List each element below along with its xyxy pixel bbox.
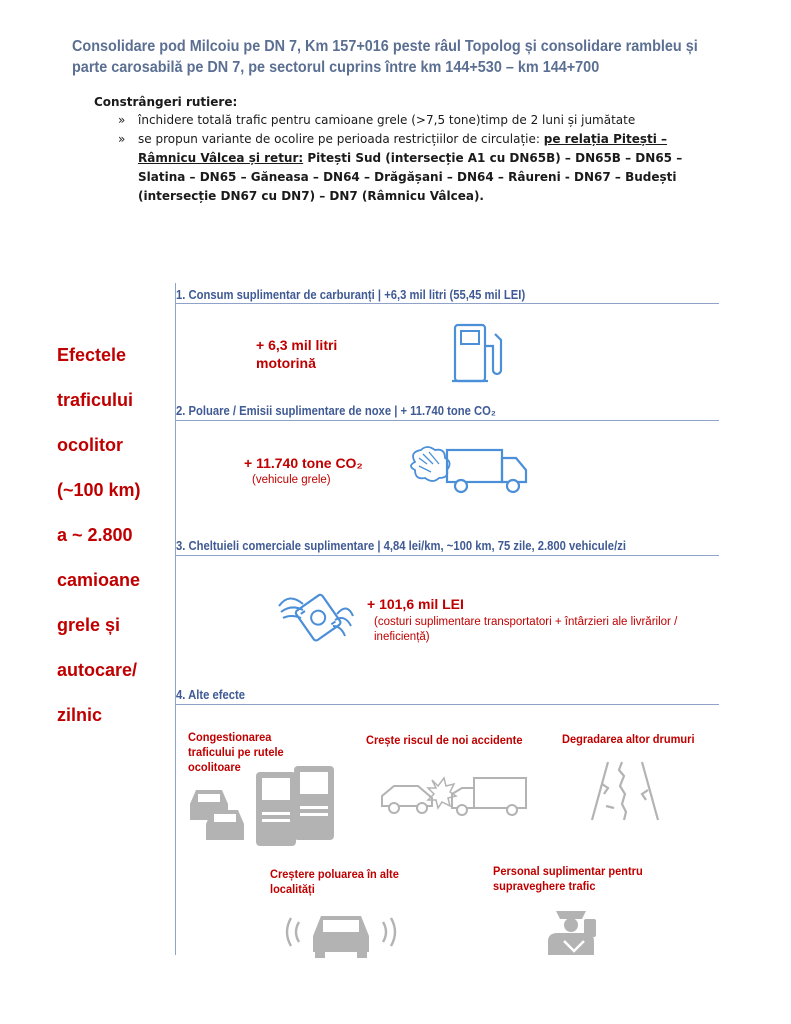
- side-label-line: autocare/: [57, 660, 138, 680]
- page-title: Consolidare pod Milcoiu pe DN 7, Km 157+016 peste râul Topolog și consolidare rambleu și parte carosabilă pe DN 7, pe sectorul cuprins între km 144+530 – km 144+700: [72, 38, 698, 76]
- fuel-value-type: motorină: [256, 355, 316, 371]
- constraints-list: [94, 111, 714, 206]
- traffic-officer-icon: [544, 905, 600, 957]
- side-label-line: zilnic: [57, 705, 103, 725]
- flying-money-icon: [275, 588, 355, 643]
- fuel-value: [256, 336, 337, 372]
- side-label-line: (~100 km): [57, 480, 141, 500]
- traffic-congestion-icon: [186, 764, 338, 848]
- truck-emissions-icon: [405, 444, 530, 496]
- constraints-heading: Constrângeri rutiere:: [94, 95, 238, 109]
- effects-side-label: [57, 340, 141, 745]
- commercial-cost-value: + 101,6 mil LEI: [367, 596, 464, 612]
- constraints-block: [94, 95, 714, 206]
- emissions-note: (vehicule grele): [252, 474, 331, 486]
- constraint-item-closure: [94, 111, 714, 130]
- side-label-line: traficului: [57, 390, 134, 410]
- fuel-value-amount: + 6,3 mil litri: [256, 337, 338, 353]
- section-3-rule: [176, 555, 719, 556]
- section-2-rule: [176, 420, 719, 421]
- car-crash-icon: [378, 770, 530, 820]
- pollution-car-icon: [285, 906, 397, 958]
- fuel-pump-icon: [452, 322, 504, 384]
- effect-congestion-label: Congestionarea traficului pe rutele ocolitoare: [188, 730, 284, 774]
- damaged-road-icon: [588, 760, 662, 822]
- detour-intro-text: se propun variante de ocolire pe perioada restricțiilor de circulație:: [138, 132, 544, 146]
- effect-accidents-label: Crește riscul de noi accidente: [366, 733, 523, 747]
- section-1-rule: [176, 303, 719, 304]
- timeline-divider: [175, 283, 176, 955]
- section-4-heading: 4. Alte efecte: [176, 688, 245, 702]
- constraint-item-text: închidere totală trafic pentru camioane grele (>7,5 tone)timp de 2 luni și jumătate: [138, 113, 636, 127]
- side-label-line: ocolitor: [57, 435, 123, 455]
- side-label-line: camioane: [57, 570, 141, 590]
- section-2-heading: 2. Poluare / Emisii suplimentare de noxe | + 11.740 tone CO₂: [176, 404, 496, 418]
- bullet-marker: »: [118, 132, 126, 146]
- section-1-heading: 1. Consum suplimentar de carburanți | +6,3 mil litri (55,45 mil LEI): [176, 288, 526, 302]
- section-4-rule: [176, 704, 719, 705]
- effect-pollution-label: Creștere poluarea în alte localități: [270, 867, 399, 896]
- detour-relation-text: pe relația Pitești – Râmnicu Vâlcea și retur:: [138, 132, 668, 165]
- side-label-line: a ~ 2.800: [57, 525, 133, 545]
- side-label-line: grele și: [57, 615, 121, 635]
- effect-staff-label: Personal suplimentar pentru supraveghere trafic: [493, 864, 643, 893]
- section-3-heading: 3. Cheltuieli comerciale suplimentare | 4,84 lei/km, ~100 km, 75 zile, 2.800 vehicule/zi: [176, 539, 626, 553]
- emissions-value: + 11.740 tone CO₂: [244, 455, 363, 471]
- effect-road-degradation-label: Degradarea altor drumuri: [562, 732, 695, 746]
- constraint-item-detour: [94, 130, 714, 206]
- side-label-line: Efectele: [57, 345, 127, 365]
- commercial-cost-note: (costuri suplimentare transportatori + întârzieri ale livrărilor / ineficiență): [374, 616, 678, 643]
- bullet-marker: »: [118, 113, 126, 127]
- detour-route-text: Pitești Sud (intersecție A1 cu DN65B) – DN65B – DN65 – Slatina – DN65 – Găneasa – DN64 – Drăgășani – DN64 – Râureni - DN67 – Budești (intersecție DN67 cu DN7) – DN7 (Râmnicu Vâlcea).: [138, 151, 683, 203]
